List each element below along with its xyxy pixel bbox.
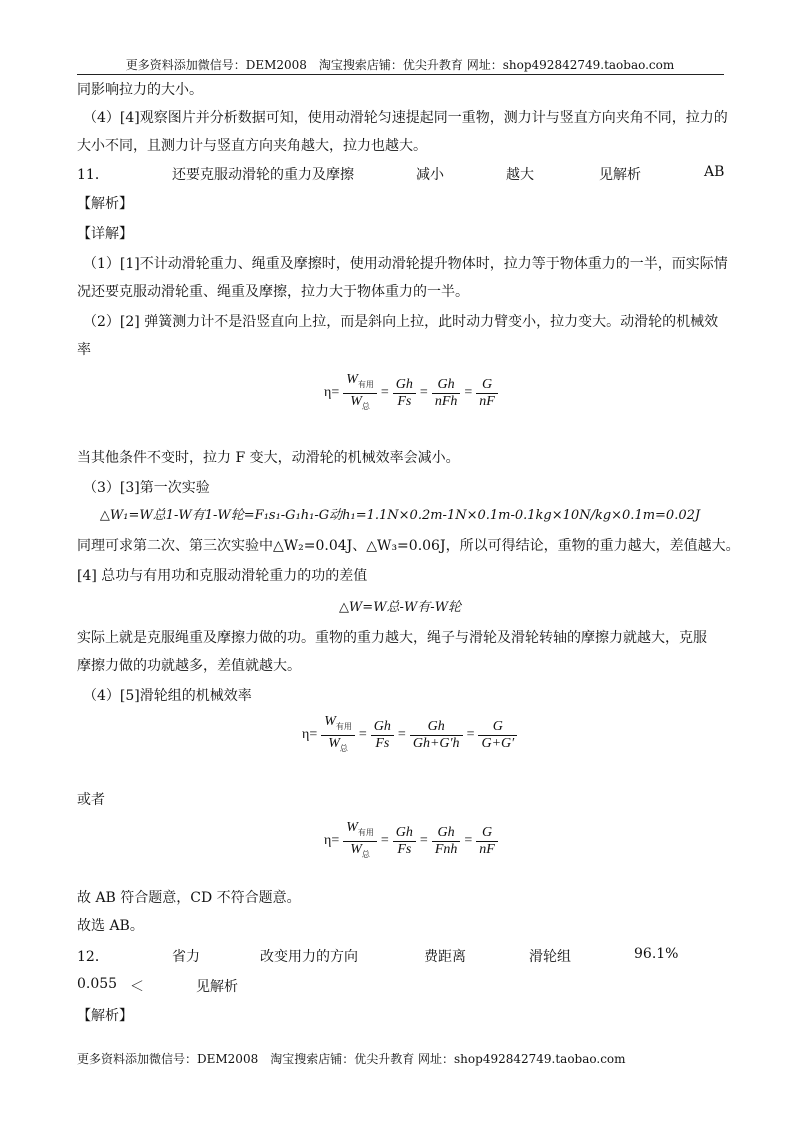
- answer-blank: 越大: [506, 167, 534, 183]
- text-line: 况还要克服动滑轮重、绳重及摩擦，拉力大于物体重力的一半。: [77, 284, 469, 300]
- answer-blank: 费距离: [424, 949, 466, 965]
- text-line: 大小不同，且测力计与竖直方向夹角越大，拉力也越大。: [77, 138, 427, 154]
- text-line: （4）[4]观察图片并分析数据可知，使用动滑轮匀速提起同一重物，测力计与竖直方向夹角不同，拉力的: [83, 110, 728, 126]
- efficiency-formula-2: η= $\frac{W_{有用}}{W_总}$ = $\frac{Gh}{Fs}$ = $\frac{Gh}{Gh+G'h}$ = $\frac{G}{G+G'}$: [300, 714, 519, 757]
- text-line: 同影响拉力的大小。: [77, 82, 203, 98]
- answer-blank: 0.055: [77, 976, 118, 992]
- page-footer: 更多资料添加微信号：DEM2008 淘宝搜索店铺：优尖升教育 网址：shop492842749.taobao.com: [77, 1052, 626, 1066]
- text-line: 或者: [77, 792, 105, 808]
- text-line: （4）[5]滑轮组的机械效率: [83, 688, 252, 704]
- section-label: 【详解】: [77, 226, 133, 242]
- text-line: 故选 AB。: [77, 918, 144, 934]
- page-header: 更多资料添加微信号：DEM2008 淘宝搜索店铺：优尖升教育 网址：shop492842749.taobao.com: [125, 58, 675, 72]
- answer-blank: 还要克服动滑轮的重力及摩擦: [172, 167, 354, 183]
- answer-blank: 见解析: [196, 979, 238, 995]
- answer-blank: AB: [704, 164, 725, 180]
- answer-blank: 见解析: [599, 167, 641, 183]
- text-line: [4] 总功与有用功和克服动滑轮重力的功的差值: [77, 568, 368, 584]
- text-line: 故 AB 符合题意，CD 不符合题意。: [77, 890, 301, 906]
- text-line: （3）[3]第一次实验: [83, 480, 210, 496]
- eta-symbol: η=: [324, 385, 340, 401]
- text-line: （2）[2] 弹簧测力计不是沿竖直向上拉，而是斜向上拉，此时动力臂变小，拉力变大。动滑轮的机械效: [83, 314, 719, 330]
- question-number: 12．: [77, 949, 109, 965]
- equation-line: △W₁=W总1-W有1-W轮=F₁s₁-G₁h₁-G动h₁=1.1N×0.2m-1N×0.1m-0.1kg×10N/kg×0.1m=0.02J: [99, 508, 701, 523]
- section-label: 【解析】: [77, 1008, 133, 1024]
- answer-blank: 改变用力的方向: [260, 949, 358, 965]
- eta-symbol: η=: [302, 727, 318, 743]
- question-number: 11．: [77, 167, 109, 183]
- text-line: 当其他条件不变时，拉力 F 变大，动滑轮的机械效率会减小。: [77, 450, 460, 466]
- answer-blank: 减小: [416, 167, 444, 183]
- eta-symbol: η=: [324, 833, 340, 849]
- text-line: （1）[1]不计动滑轮重力、绳重及摩擦时，使用动滑轮提升物体时，拉力等于物体重力的一半，而实际情: [83, 256, 728, 272]
- answer-blank: 滑轮组: [529, 949, 571, 965]
- text-line: 率: [77, 342, 91, 358]
- text-line: 实际上就是克服绳重及摩擦力做的功。重物的重力越大，绳子与滑轮及滑轮转轴的摩擦力就越大，克服: [77, 630, 707, 646]
- answer-blank: ＜: [130, 979, 144, 995]
- text-line: 同理可求第二次、第三次实验中△W₂=0.04J、△W₃=0.06J，所以可得结论，重物的重力越大，差值越大。: [77, 538, 740, 554]
- efficiency-formula-3: η= $\frac{W_{有用}}{W_总}$ = $\frac{Gh}{Fs}$ = $\frac{Gh}{\text{Fnh}}$ = $\frac{G}{nF}$: [322, 820, 500, 863]
- equation-line: △W=W总-W有-W轮: [338, 600, 462, 615]
- answer-blank: 省力: [172, 949, 200, 965]
- section-label: 【解析】: [77, 196, 133, 212]
- efficiency-formula-1: η= $\frac{W_{有用}}{W_总}$ = $\frac{Gh}{Fs}$ = $\frac{Gh}{\text{nFh}}$ = $\frac{G}{nF}$: [322, 372, 500, 415]
- text-line: 摩擦力做的功就越多，差值就越大。: [77, 658, 301, 674]
- header-divider: [77, 74, 724, 75]
- answer-blank: 96.1%: [634, 946, 679, 962]
